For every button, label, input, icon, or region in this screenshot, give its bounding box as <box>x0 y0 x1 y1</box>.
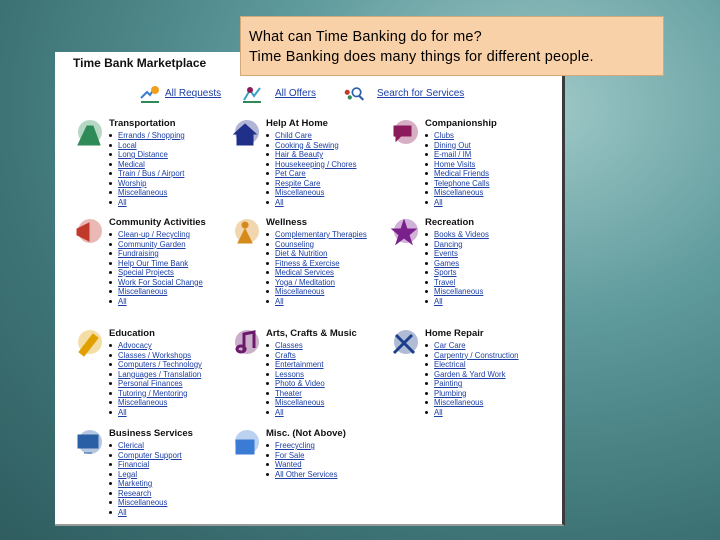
marketplace-links <box>55 88 562 108</box>
road-icon <box>73 118 103 148</box>
category-item-link[interactable]: Hair & Beauty <box>266 150 356 160</box>
category-item-list <box>266 131 356 207</box>
category-item-link[interactable]: Clerical <box>109 441 182 451</box>
category-item-list <box>109 441 182 517</box>
category-item-link[interactable]: Miscellaneous <box>109 398 202 408</box>
category-item-link[interactable]: Classes / Workshops <box>109 351 202 361</box>
category-item-link[interactable]: Personal Finances <box>109 379 202 389</box>
category-item-link[interactable]: Miscellaneous <box>425 398 519 408</box>
callout-box <box>240 16 664 76</box>
category-item-link[interactable]: All <box>109 408 202 418</box>
category-item-link[interactable]: All <box>425 297 489 307</box>
category-item-link[interactable]: Clean-up / Recycling <box>109 230 203 240</box>
category-title: Education <box>109 328 155 339</box>
category-item-list <box>266 341 325 417</box>
marketplace-panel <box>55 52 565 526</box>
category-item-link[interactable]: Counseling <box>266 240 367 250</box>
marketplace-title: Time Bank Marketplace <box>73 56 207 70</box>
category-item-link[interactable]: Community Garden <box>109 240 203 250</box>
category-item-link[interactable]: All <box>109 297 203 307</box>
category-item-link[interactable]: Home Visits <box>425 160 489 170</box>
category-item-list <box>425 230 489 306</box>
category-item-link[interactable]: Theater <box>266 389 325 399</box>
category-item-link[interactable]: Languages / Translation <box>109 370 202 380</box>
all-requests-link[interactable]: All Requests <box>165 88 222 99</box>
category-item-link[interactable]: Yoga / Meditation <box>266 278 367 288</box>
category-title: Misc. (Not Above) <box>266 428 346 439</box>
category-item-link[interactable]: Research <box>109 489 182 499</box>
category-item-link[interactable]: Help Our Time Bank <box>109 259 203 269</box>
category-item-link[interactable]: Advocacy <box>109 341 202 351</box>
category-item-link[interactable]: All Other Services <box>266 470 337 480</box>
category-item-link[interactable]: All <box>266 198 356 208</box>
category-item-link[interactable]: Errands / Shopping <box>109 131 185 141</box>
category-item-link[interactable]: Games <box>425 259 489 269</box>
offers-icon <box>241 84 263 104</box>
category-title: Wellness <box>266 217 308 228</box>
category-title: Arts, Crafts & Music <box>266 328 357 339</box>
category-item-link[interactable]: Local <box>109 141 185 151</box>
category-item-link[interactable]: Medical Services <box>266 268 367 278</box>
category-item-link[interactable]: Miscellaneous <box>425 188 489 198</box>
tools-icon <box>389 328 419 358</box>
gift-icon <box>230 428 260 458</box>
category-item-link[interactable]: Events <box>425 249 489 259</box>
category-item-link[interactable]: Miscellaneous <box>109 188 185 198</box>
chat-icon <box>389 118 419 148</box>
category-item-link[interactable]: Miscellaneous <box>109 498 182 508</box>
category-item-link[interactable]: Miscellaneous <box>425 287 489 297</box>
category-item-link[interactable]: Garden & Yard Work <box>425 370 519 380</box>
category-item-link[interactable]: Clubs <box>425 131 489 141</box>
category-item-link[interactable]: Pet Care <box>266 169 356 179</box>
category-item-link[interactable]: E-mail / IM <box>425 150 489 160</box>
category-item-link[interactable]: Worship <box>109 179 185 189</box>
category-item-link[interactable]: Carpentry / Construction <box>425 351 519 361</box>
category-item-link[interactable]: Freecycling <box>266 441 337 451</box>
search-icon <box>343 84 365 104</box>
category-item-link[interactable]: Computers / Technology <box>109 360 202 370</box>
category-item-link[interactable]: Special Projects <box>109 268 203 278</box>
category-item-link[interactable]: Miscellaneous <box>109 287 203 297</box>
category-item-link[interactable]: For Sale <box>266 451 337 461</box>
category-item-list <box>266 230 367 306</box>
category-item-link[interactable]: Fitness & Exercise <box>266 259 367 269</box>
category-item-list <box>109 230 203 306</box>
requests-icon <box>139 84 161 104</box>
stars-icon <box>389 217 419 247</box>
category-title: Home Repair <box>425 328 484 339</box>
category-item-link[interactable]: Cooking & Sewing <box>266 141 356 151</box>
category-item-list <box>109 131 185 207</box>
category-item-link[interactable]: Tutoring / Mentoring <box>109 389 202 399</box>
category-item-link[interactable]: All <box>266 297 367 307</box>
pencil-icon <box>73 328 103 358</box>
megaphone-icon <box>73 217 103 247</box>
yoga-icon <box>230 217 260 247</box>
computer-icon <box>73 428 103 458</box>
category-item-link[interactable]: Plumbing <box>425 389 519 399</box>
category-title: Transportation <box>109 118 176 129</box>
category-item-link[interactable]: Car Care <box>425 341 519 351</box>
category-item-link[interactable]: Work For Social Change <box>109 278 203 288</box>
category-item-link[interactable]: Financial <box>109 460 182 470</box>
category-item-link[interactable]: Lessons <box>266 370 325 380</box>
category-title: Companionship <box>425 118 497 129</box>
category-item-link[interactable]: All <box>425 198 489 208</box>
category-item-link[interactable]: Entertainment <box>266 360 325 370</box>
category-item-link[interactable]: Dancing <box>425 240 489 250</box>
category-item-link[interactable]: Miscellaneous <box>266 287 367 297</box>
category-title: Recreation <box>425 217 475 228</box>
category-item-list <box>109 341 202 417</box>
category-item-link[interactable]: Classes <box>266 341 325 351</box>
category-item-link[interactable]: Child Care <box>266 131 356 141</box>
callout-answer: Time Banking does many things for different people. <box>249 49 594 65</box>
category-item-link[interactable]: Medical Friends <box>425 169 489 179</box>
category-item-link[interactable]: Complementary Therapies <box>266 230 367 240</box>
category-item-link[interactable]: Train / Bus / Airport <box>109 169 185 179</box>
category-title: Community Activities <box>109 217 206 228</box>
all-offers-link[interactable]: All Offers <box>275 88 316 99</box>
music-icon <box>230 328 260 358</box>
category-item-link[interactable]: Photo & Video <box>266 379 325 389</box>
category-item-link[interactable]: Crafts <box>266 351 325 361</box>
category-item-link[interactable]: Travel <box>425 278 489 288</box>
category-item-link[interactable]: Sports <box>425 268 489 278</box>
category-item-link[interactable]: Miscellaneous <box>266 398 325 408</box>
category-item-link[interactable]: All <box>109 198 185 208</box>
category-item-link[interactable]: Long Distance <box>109 150 185 160</box>
category-item-list <box>425 341 519 417</box>
category-item-link[interactable]: Telephone Calls <box>425 179 489 189</box>
category-item-link[interactable]: Computer Support <box>109 451 182 461</box>
category-item-link[interactable]: Fundraising <box>109 249 203 259</box>
category-item-link[interactable]: Diet & Nutrition <box>266 249 367 259</box>
category-title: Help At Home <box>266 118 328 129</box>
category-item-link[interactable]: Legal <box>109 470 182 480</box>
category-title: Business Services <box>109 428 193 439</box>
category-item-link[interactable]: Wanted <box>266 460 337 470</box>
category-item-list <box>266 441 337 479</box>
category-item-list <box>425 131 489 207</box>
category-item-link[interactable]: Painting <box>425 379 519 389</box>
category-item-link[interactable]: All <box>425 408 519 418</box>
search-services-link[interactable]: Search for Services <box>377 88 465 99</box>
category-item-link[interactable]: Respite Care <box>266 179 356 189</box>
category-item-link[interactable]: Electrical <box>425 360 519 370</box>
category-item-link[interactable]: Medical <box>109 160 185 170</box>
category-item-link[interactable]: All <box>109 508 182 518</box>
category-item-link[interactable]: Marketing <box>109 479 182 489</box>
category-item-link[interactable]: Books & Videos <box>425 230 489 240</box>
category-item-link[interactable]: Housekeeping / Chores <box>266 160 356 170</box>
category-item-link[interactable]: Dining Out <box>425 141 489 151</box>
category-item-link[interactable]: Miscellaneous <box>266 188 356 198</box>
callout-question: What can Time Banking do for me? <box>249 29 482 45</box>
category-item-link[interactable]: All <box>266 408 325 418</box>
house-icon <box>230 118 260 148</box>
